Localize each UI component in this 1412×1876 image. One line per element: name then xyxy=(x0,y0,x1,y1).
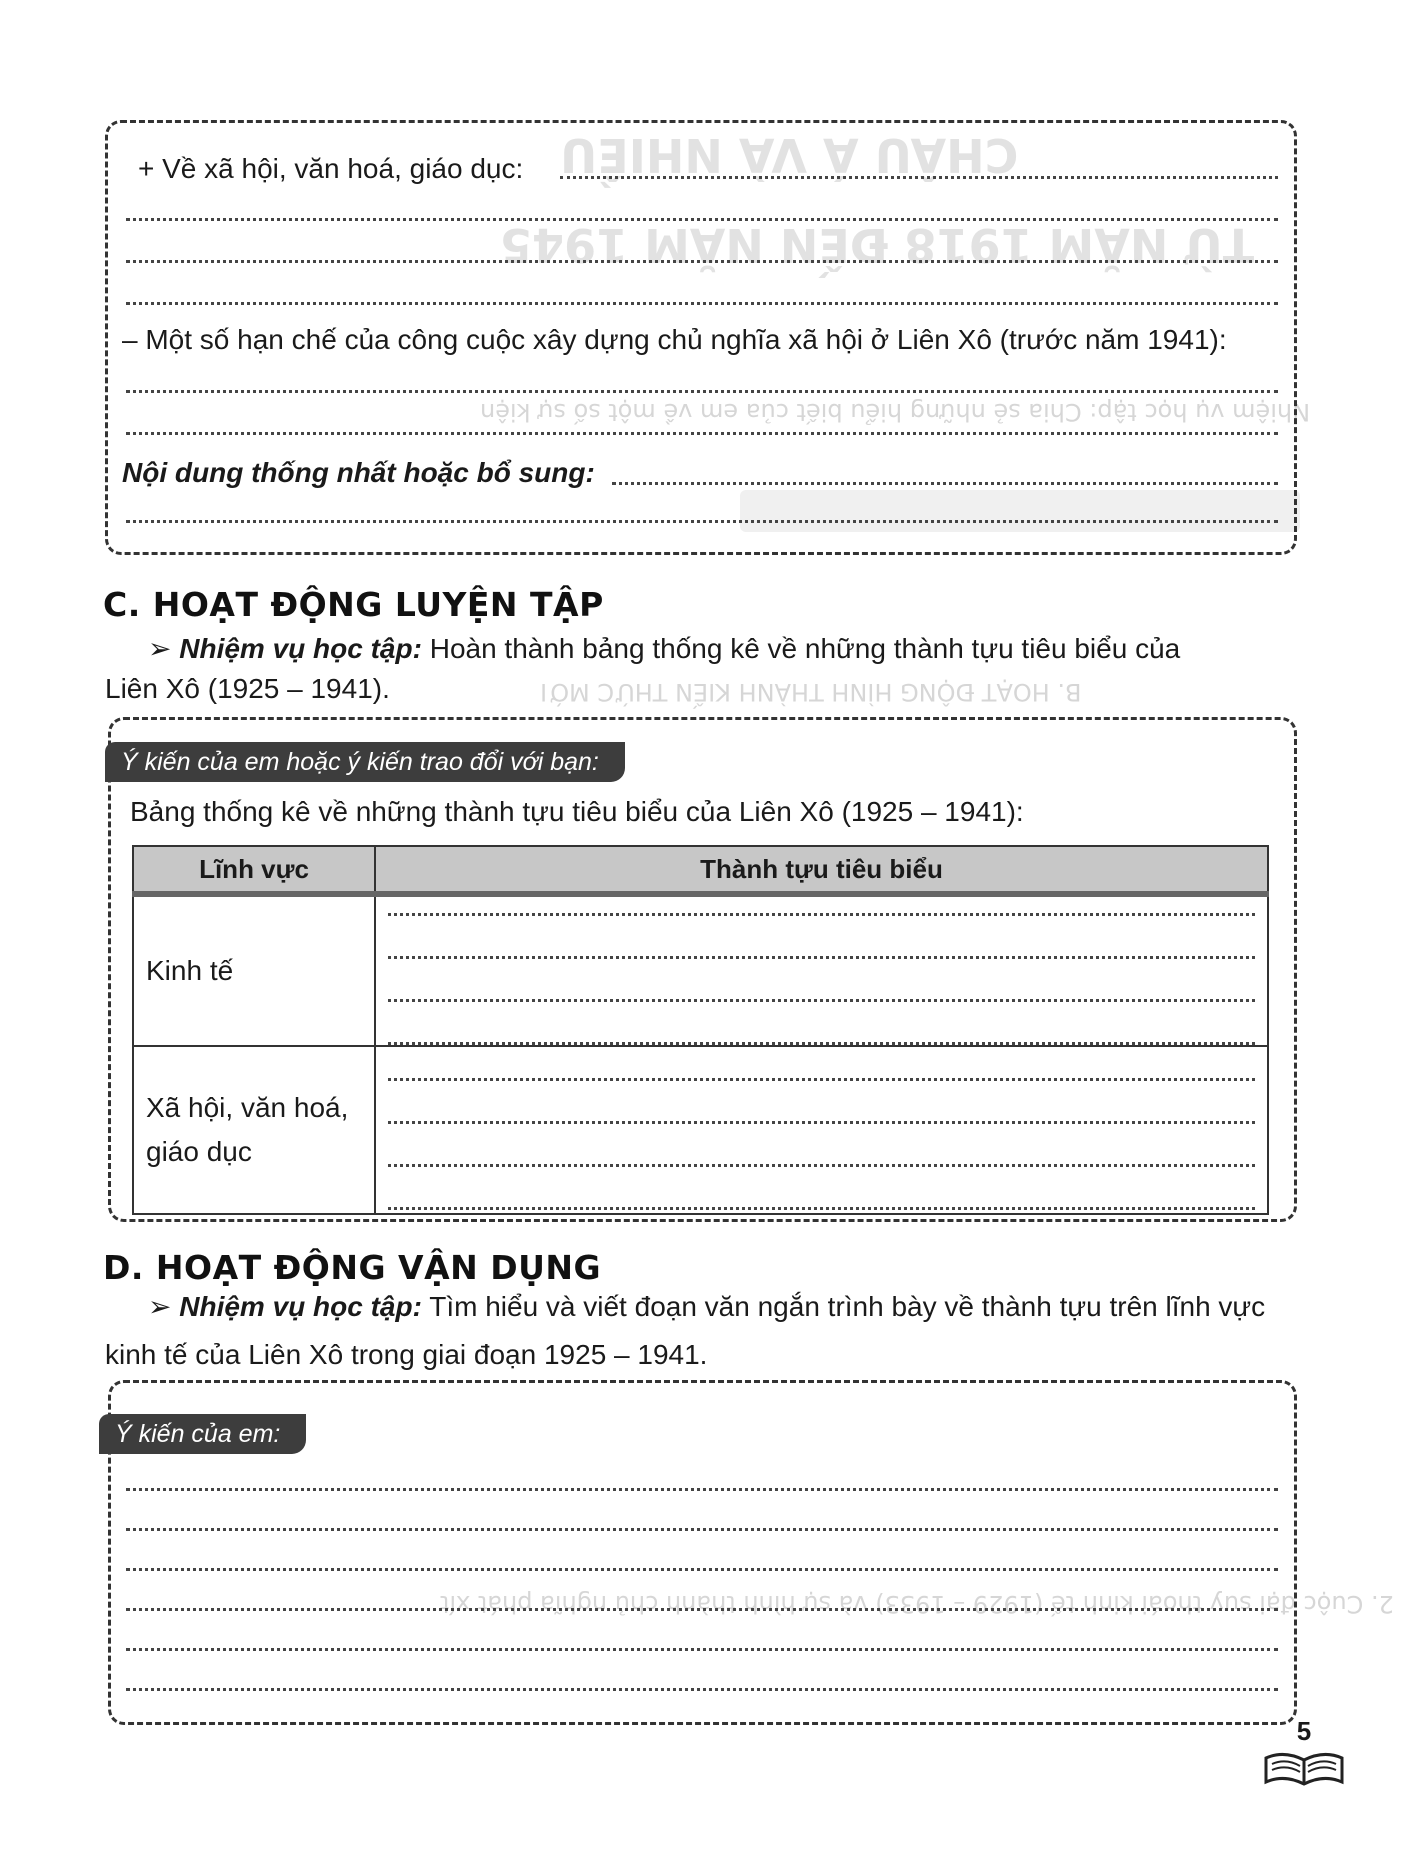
answer-line[interactable] xyxy=(126,1648,1278,1651)
ghost-text: Nhiệm vụ học tập: Chia sẻ những hiểu biết của em về một số sự kiện xyxy=(480,398,1311,426)
field-cell xyxy=(133,1046,375,1214)
page-number-badge xyxy=(1262,1716,1346,1792)
task-text: Hoàn thành bảng thống kê về những thành tựu tiêu biểu của xyxy=(421,633,1181,664)
open-book-icon xyxy=(1262,1748,1346,1792)
answer-line[interactable] xyxy=(388,916,1255,959)
section-c-task-cont: Liên Xô (1925 – 1941). xyxy=(105,673,390,704)
achievements-table xyxy=(132,845,1269,1215)
answer-line[interactable] xyxy=(126,1528,1278,1531)
answer-line[interactable] xyxy=(388,1167,1255,1210)
answer-line[interactable] xyxy=(126,1688,1278,1691)
field-cell xyxy=(133,894,375,1046)
header-achievements: Thành tựu tiêu biểu xyxy=(375,846,1268,894)
social-culture-label: + Về xã hội, văn hoá, giáo dục: xyxy=(138,153,524,184)
answer-line[interactable] xyxy=(388,897,1255,916)
task-label: ➢ Nhiệm vụ học tập: xyxy=(148,633,422,664)
section-d-task xyxy=(148,1290,1265,1324)
answer-line[interactable] xyxy=(388,1081,1255,1124)
answer-line[interactable] xyxy=(126,260,1278,263)
opinion-tag: Ý kiến của em hoặc ý kiến trao đổi với bạn: xyxy=(105,742,625,782)
header-field: Lĩnh vực xyxy=(133,846,375,894)
section-c-heading: C. HOẠT ĐỘNG LUYỆN TẬP xyxy=(103,585,604,624)
table-row xyxy=(133,894,1268,1046)
page-number: 5 xyxy=(1296,1716,1312,1746)
achievement-cell[interactable] xyxy=(375,894,1268,1046)
task-text: Tìm hiểu và viết đoạn văn ngắn trình bày về thành tựu trên lĩnh vực xyxy=(421,1291,1266,1322)
field-label-cont: giáo dục xyxy=(146,1136,252,1167)
answer-line[interactable] xyxy=(126,390,1278,393)
answer-line[interactable] xyxy=(388,1124,1255,1167)
section-d-heading: D. HOẠT ĐỘNG VẬN DỤNG xyxy=(103,1248,602,1287)
section-d-task-cont: kinh tế của Liên Xô trong giai đoạn 1925 – 1941. xyxy=(105,1339,708,1370)
table-row xyxy=(133,1046,1268,1214)
answer-line[interactable] xyxy=(126,520,1278,523)
answer-line[interactable] xyxy=(126,302,1278,305)
ghost-text: 2. Cuộc đại suy thoái kinh tế (1929 – 1933) và sự hình thành chủ nghĩa phát xít xyxy=(440,1590,1394,1618)
answer-line[interactable] xyxy=(560,176,1278,179)
answer-line[interactable] xyxy=(388,1050,1255,1081)
answer-line[interactable] xyxy=(126,1608,1278,1611)
ghost-text: B. HOẠT ĐỘNG HÌNH THÀNH KIẾN THỨC MỚI xyxy=(540,678,1082,706)
field-label: Xã hội, văn hoá, xyxy=(146,1092,349,1123)
answer-line[interactable] xyxy=(126,1568,1278,1571)
achievement-cell[interactable] xyxy=(375,1046,1268,1214)
opinion-tag: Ý kiến của em: xyxy=(99,1414,306,1454)
answer-line[interactable] xyxy=(126,1488,1278,1491)
ghost-text: CHÂU Á VÀ NHIỀU xyxy=(560,128,1019,182)
task-label: ➢ Nhiệm vụ học tập: xyxy=(148,1291,422,1322)
table-caption: Bảng thống kê về những thành tựu tiêu biểu của Liên Xô (1925 – 1941): xyxy=(130,796,1024,827)
answer-line[interactable] xyxy=(388,1002,1255,1045)
answer-line[interactable] xyxy=(612,482,1278,485)
limitations-label: – Một số hạn chế của công cuộc xây dựng chủ nghĩa xã hội ở Liên Xô (trước năm 1941): xyxy=(122,324,1227,355)
field-label: Kinh tế xyxy=(146,955,234,986)
supplement-label: Nội dung thống nhất hoặc bổ sung: xyxy=(122,457,595,488)
section-c-task xyxy=(148,632,1180,666)
answer-line[interactable] xyxy=(126,432,1278,435)
answer-line[interactable] xyxy=(388,959,1255,1002)
ghost-text: TỪ NĂM 1918 ĐẾN NĂM 1945 xyxy=(500,218,1255,272)
answer-line[interactable] xyxy=(126,218,1278,221)
